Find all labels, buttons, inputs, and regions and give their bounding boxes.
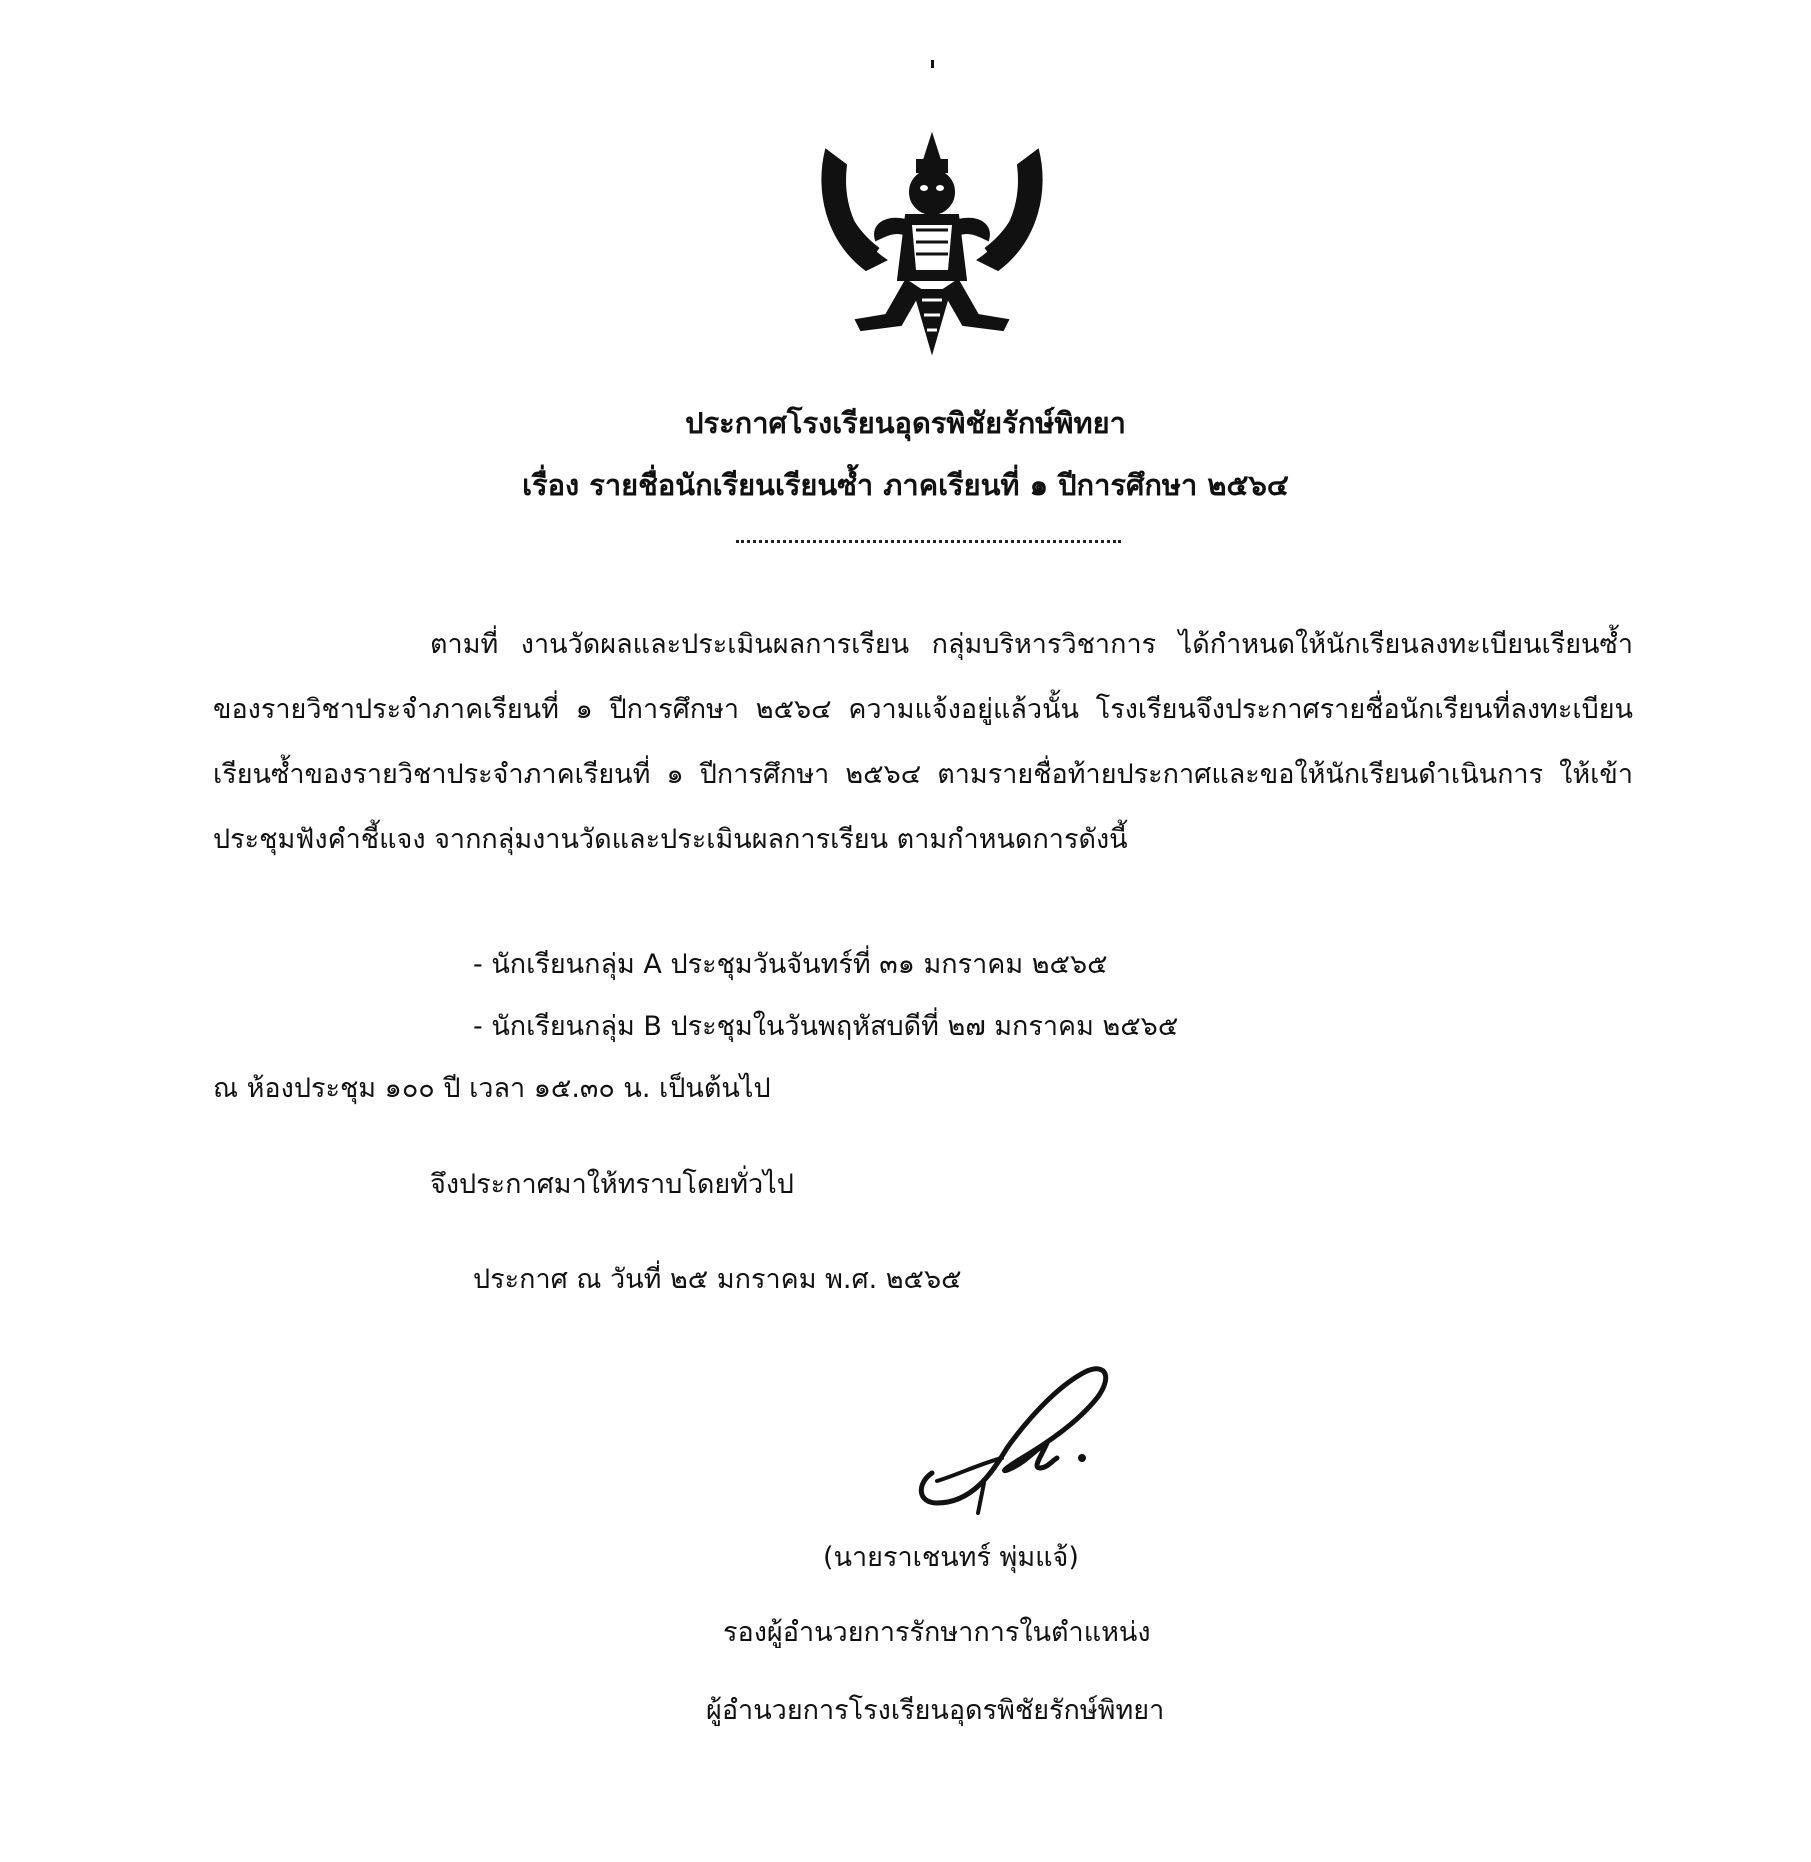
schedule-item-group-b: - นักเรียนกลุ่ม B ประชุมในวันพฤหัสบดีที่ ๒๗ มกราคม ๒๕๖๕ <box>473 1011 1179 1042</box>
signatory-position-line-2: ผู้อำนวยการโรงเรียนอุดรพิชัยรักษ์พิทยา <box>706 1695 1165 1726</box>
body-paragraph: ตามที่ งานวัดผลและประเมินผลการเรียน กลุ่มบริหารวิชาการ ได้กำหนดให้นักเรียนลงทะเบียนเรียนซ้ำ ของรายวิชาประจำภาคเรียนที่ ๑ ปีการศึกษา ๒๕๖๔ ความแจ้งอยู่แล้วนั้น โรงเรียนจึงประกาศรายชื่อนักเรียนที่ลงทะเบียนเรียนซ้ำของรายวิชาประจำภาคเรียนที่ ๑ ปีการศึกษา ๒๕๖๔ ตามรายชื่อท้ายประกาศและขอให้นักเรียนดำเนินการ ให้เข้าประชุมฟังคำชี้แจง จากกลุ่มงานวัดและประเมินผลการเรียน ตามกำหนดการดังนี้ <box>213 629 1633 855</box>
announcement-date: ประกาศ ณ วันที่ ๒๕ มกราคม พ.ศ. ๒๕๖๕ <box>473 1264 962 1295</box>
schedule-item-group-a: - นักเรียนกลุ่ม A ประชุมวันจันทร์ที่ ๓๑ มกราคม ๒๕๖๕ <box>473 949 1108 980</box>
garuda-emblem-icon <box>816 130 1048 355</box>
dotted-divider <box>736 540 1121 543</box>
announcement-title: ประกาศโรงเรียนอุดรพิชัยรักษ์พิทยา <box>685 406 1126 440</box>
handwritten-signature <box>912 1363 1112 1523</box>
stray-mark <box>931 60 934 68</box>
meeting-venue: ณ ห้องประชุม ๑๐๐ ปี เวลา ๑๕.๓๐ น. เป็นต้นไป <box>213 1073 771 1104</box>
announcement-subject: เรื่อง รายชื่อนักเรียนเรียนซ้ำ ภาคเรียนที่ ๑ ปีการศึกษา ๒๕๖๔ <box>522 468 1289 502</box>
signatory-name: (นายราเชนทร์ พุ่มแจ้) <box>823 1542 1079 1573</box>
signatory-position-line-1: รองผู้อำนวยการรักษาการในตำแหน่ง <box>723 1617 1151 1648</box>
closing-statement: จึงประกาศมาให้ทราบโดยทั่วไป <box>430 1169 794 1200</box>
